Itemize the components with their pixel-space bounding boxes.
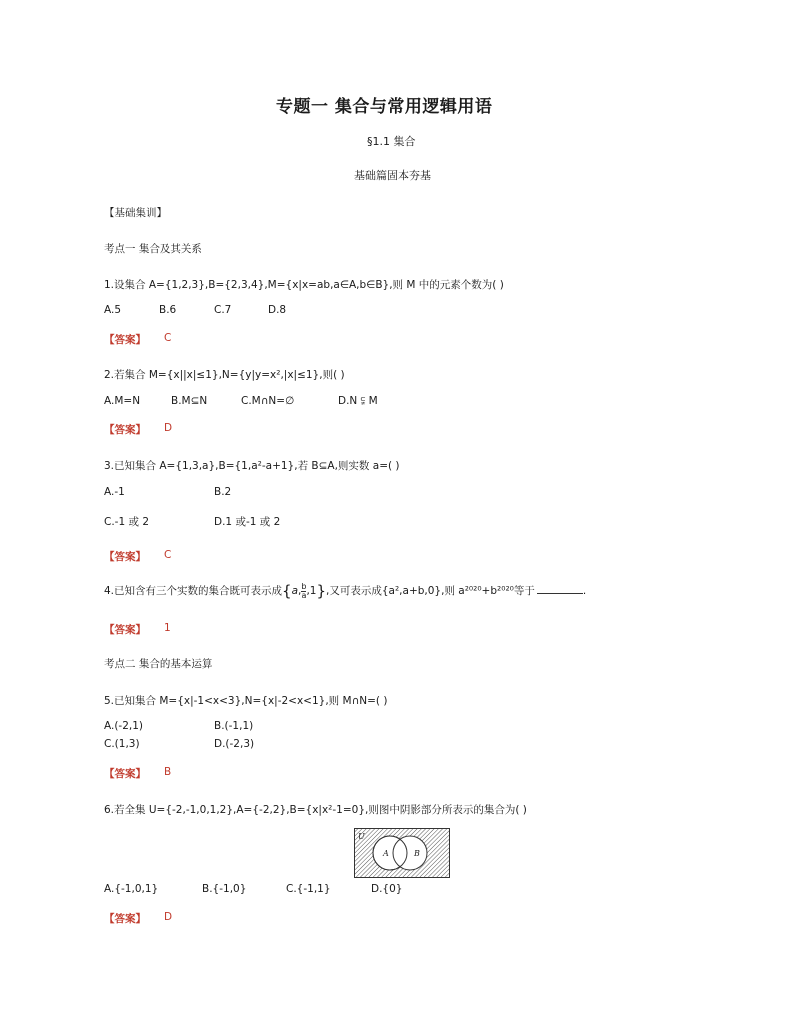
- q2-answer: D: [164, 422, 173, 434]
- q5-option-c: C.(1,3): [104, 738, 140, 750]
- question-1-stem: 1.设集合 A={1,2,3},B={2,3,4},M={x|x=ab,a∈A,b∈B},则 M 中的元素个数为( ): [104, 279, 504, 291]
- q4-frac-den: a: [301, 590, 307, 600]
- q1-option-c: C.7: [214, 304, 232, 316]
- question-3-stem: 3.已知集合 A={1,3,a},B={1,a²-a+1},若 B⊆A,则实数 a=( ): [104, 460, 400, 472]
- q6-option-d: D.{0}: [371, 883, 403, 895]
- q1-option-a: A.5: [104, 304, 122, 316]
- question-5-stem: 5.已知集合 M={x|-1<x<3},N={x|-2<x<1},则 M∩N=( ): [104, 695, 388, 707]
- question-6-stem: 6.若全集 U={-2,-1,0,1,2},A={-2,2},B={x|x²-1=0},则图中阴影部分所表示的集合为( ): [104, 804, 527, 816]
- q4-answer: 1: [164, 622, 171, 634]
- q6-option-b: B.{-1,0}: [202, 883, 247, 895]
- q4-set-brace-close: }: [316, 582, 327, 600]
- answer-label: 【答案】: [104, 551, 146, 563]
- q4-set-brace-open: {: [282, 582, 292, 600]
- answer-label: 【答案】: [104, 334, 146, 346]
- venn-circle-b: [393, 836, 427, 870]
- q2-option-b: B.M⊆N: [171, 395, 208, 407]
- section-heading: §1.1 集合: [367, 135, 416, 148]
- venn-label-u: U: [358, 832, 365, 841]
- q3-option-a: A.-1: [104, 486, 125, 498]
- q4-stem-post: ,又可表示成{a²,a+b,0},则 a²⁰²⁰+b²⁰²⁰等于: [326, 585, 535, 597]
- q4-frac-num: b: [301, 581, 307, 591]
- q3-option-c: C.-1 或 2: [104, 516, 149, 528]
- venn-diagram: [354, 828, 450, 878]
- q6-option-a: A.{-1,0,1}: [104, 883, 159, 895]
- q5-option-d: D.(-2,3): [214, 738, 255, 750]
- q4-answer-blank: [537, 584, 583, 594]
- q2-option-d: D.N ⫋ M: [338, 395, 378, 407]
- q1-option-d: D.8: [268, 304, 287, 316]
- q3-option-d: D.1 或-1 或 2: [214, 516, 281, 528]
- q3-answer: C: [164, 549, 172, 561]
- q3-option-b: B.2: [214, 486, 232, 498]
- subtitle: 基础篇固本夯基: [354, 169, 431, 182]
- q1-answer: C: [164, 332, 172, 344]
- page-title: 专题一 集合与常用逻辑用语: [276, 97, 493, 117]
- q4-fraction: [301, 583, 306, 600]
- q6-answer: D: [164, 911, 173, 923]
- q2-option-a: A.M=N: [104, 395, 141, 407]
- q4-stem-end: .: [582, 585, 587, 597]
- answer-label: 【答案】: [104, 624, 146, 636]
- question-4-stem: 4.已知含有三个实数的集合既可表示成{a, $\frac{b}{a}$ ,1},又可表示成{a²,a+b,0},则 a²⁰²⁰+b²⁰²⁰等于 .: [104, 581, 587, 600]
- answer-label: 【答案】: [104, 913, 146, 925]
- knowledge-point-2: 考点二 集合的基本运算: [104, 658, 213, 670]
- training-heading: 【基础集训】: [104, 207, 167, 219]
- answer-label: 【答案】: [104, 424, 146, 436]
- q5-option-b: B.(-1,1): [214, 720, 254, 732]
- q2-option-c: C.M∩N=∅: [241, 395, 295, 407]
- q1-option-b: B.6: [159, 304, 177, 316]
- q4-set-a: a: [291, 585, 299, 597]
- answer-label: 【答案】: [104, 768, 146, 780]
- q6-option-c: C.{-1,1}: [286, 883, 331, 895]
- q5-option-a: A.(-2,1): [104, 720, 144, 732]
- venn-label-a: A: [383, 849, 389, 858]
- venn-label-b: B: [414, 849, 420, 858]
- q4-stem-pre: 4.已知含有三个实数的集合既可表示成: [104, 585, 283, 597]
- q5-answer: B: [164, 766, 172, 778]
- knowledge-point-1: 考点一 集合及其关系: [104, 243, 202, 255]
- question-2-stem: 2.若集合 M={x||x|≤1},N={y|y=x²,|x|≤1},则( ): [104, 369, 345, 381]
- q4-set-one: 1: [309, 585, 317, 597]
